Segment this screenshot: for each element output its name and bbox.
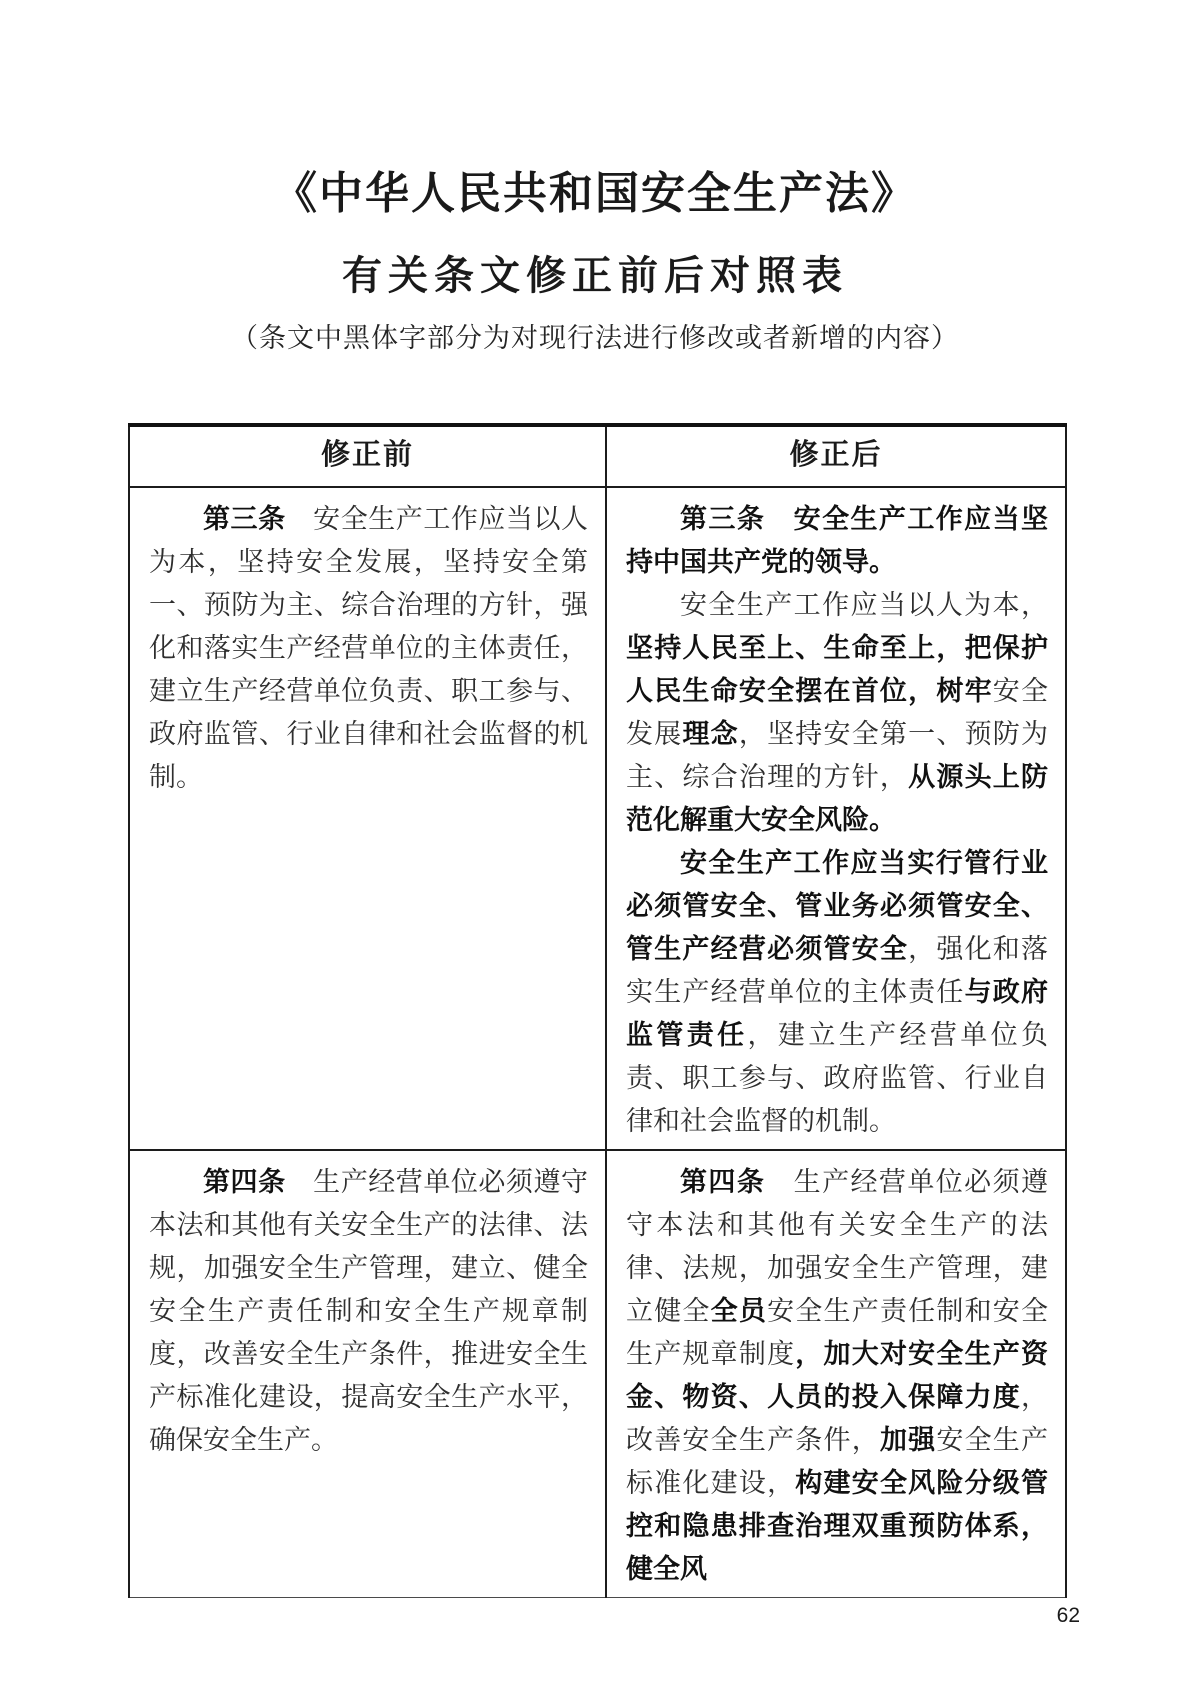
text-run: 安全生产工作应当以人为本， xyxy=(680,590,1048,620)
text-run-bold: 第三条 xyxy=(203,504,286,534)
text-run: 生产经营单位必须遵守本法和其他有关安全生产的法律、法规，加强安全生产管理，建立健全 xyxy=(626,1167,1048,1326)
paragraph xyxy=(626,1161,1048,1591)
text-run: ，改善安全生产条件， xyxy=(626,1382,1048,1455)
text-run-bold: 与政府监管责任 xyxy=(626,977,1049,1050)
table-row xyxy=(129,487,1066,1150)
paragraph xyxy=(626,842,1048,1143)
text-run: 生产经营单位必须遵守本法和其他有关安全生产的法律、法规，加强安全生产管理，建立、健全安全生产责任制和安全生产规章制度，改善安全生产条件，推进安全生产标准化建设，提高安全生产水平，确保安全生产。 xyxy=(149,1167,589,1455)
document-title-line1: 《中华人民共和国安全生产法》 xyxy=(273,169,917,218)
text-run-bold: 安全生产工作应当实行管行业必须管安全、管业务必须管安全、管生产经营必须管安全 xyxy=(626,848,1048,964)
text-run: 安全生产工作应当以人为本，坚持安全发展，坚持安全第一、预防为主、综合治理的方针，强化和落实生产经营单位的主体责任，建立生产经营单位负责、职工参与、政府监管、行业自律和社会监督的机制。 xyxy=(149,504,589,792)
text-run-bold: 从源头上防范化解重大安全风险。 xyxy=(626,762,1049,835)
table-body xyxy=(129,487,1066,1598)
comparison-table xyxy=(128,423,1067,1598)
text-run-bold: 理念 xyxy=(682,719,739,749)
cell-before xyxy=(129,1150,606,1598)
table-row xyxy=(129,1150,1066,1598)
text-run-bold: 安全生产工作应当坚持中国共产党的领导。 xyxy=(626,504,1048,577)
text-run-bold: 坚持人民至上、生命至上，把保护人民生命安全摆在首位，树牢 xyxy=(626,633,1048,706)
paragraph xyxy=(149,498,588,799)
text-run: ，强化和落实生产经营单位的主体责任 xyxy=(626,934,1049,1007)
text-run: ，坚持安全第一、预防为主、综合治理的方针， xyxy=(626,719,1049,792)
paragraph xyxy=(626,584,1048,842)
text-run: ，建立生产经营单位负责、职工参与、政府监管、行业自律和社会监督的机制。 xyxy=(626,1020,1049,1136)
text-run-bold: 加强 xyxy=(879,1425,937,1455)
cell-before xyxy=(129,487,606,1150)
column-header-after: 修正后 xyxy=(606,425,1066,487)
text-run-bold: 全员 xyxy=(710,1296,768,1326)
text-run-bold: 构建安全风险分级管控和隐患排查治理双重预防体系，健全风 xyxy=(626,1468,1049,1584)
text-run-bold: 第三条 xyxy=(680,504,766,534)
text-run-bold: 第四条 xyxy=(680,1167,766,1197)
document-note: （条文中黑体字部分为对现行法进行修改或者新增的内容） xyxy=(231,323,959,353)
paragraph xyxy=(149,1161,588,1462)
text-run: 安全生产标准化建设， xyxy=(626,1425,1049,1498)
cell-after xyxy=(606,1150,1066,1598)
text-run: 安全生产责任制和安全生产规章制度 xyxy=(626,1296,1049,1369)
document-header xyxy=(0,170,1190,355)
column-header-before: 修正前 xyxy=(129,425,606,487)
cell-after xyxy=(606,487,1066,1150)
page-number: 62 xyxy=(1056,1604,1080,1627)
document-title-line2: 有关条文修正前后对照表 xyxy=(342,253,848,298)
paragraph xyxy=(626,498,1048,584)
text-run-bold: 第四条 xyxy=(203,1167,286,1197)
text-run: 安全发展 xyxy=(626,676,1049,749)
table-header-row xyxy=(129,425,1066,487)
text-run-bold: ，加大对安全生产资金、物资、人员的投入保障力度 xyxy=(626,1339,1049,1412)
